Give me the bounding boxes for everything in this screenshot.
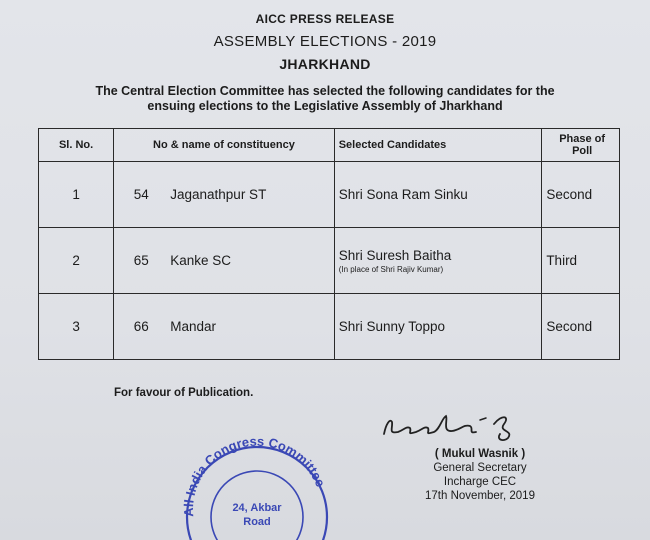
candidate-name: Shri Suresh Baitha bbox=[338, 247, 452, 263]
header-phase-line1: Phase of bbox=[559, 133, 606, 145]
publication-note: For favour of Publication. bbox=[114, 387, 254, 399]
candidate-name: Shri Sona Ram Sinku bbox=[338, 187, 468, 202]
intro-line-2: ensuing elections to the Legislative Assembly of Jharkhand bbox=[147, 99, 503, 113]
seal-address-line2: Road bbox=[243, 516, 271, 528]
candidates-table bbox=[38, 128, 620, 360]
table-header-row bbox=[39, 129, 620, 162]
election-title: ASSEMBLY ELECTIONS - 2019 bbox=[213, 33, 437, 50]
state-title: JHARKHAND bbox=[279, 56, 371, 72]
header-sl-no: Sl. No. bbox=[39, 129, 114, 162]
row-phase: Third bbox=[542, 228, 620, 294]
row-candidate bbox=[334, 228, 542, 294]
seal-ring-text: All India Congress Committee bbox=[180, 433, 329, 518]
table-row bbox=[39, 228, 620, 294]
row-constituency-no: 66 bbox=[114, 294, 169, 360]
signatory-block bbox=[410, 447, 550, 503]
signatory-title: General Secretary bbox=[433, 462, 527, 474]
row-phase: Second bbox=[542, 162, 620, 228]
row-phase: Second bbox=[542, 294, 620, 360]
row-constituency-no: 54 bbox=[114, 162, 169, 228]
table-row bbox=[39, 162, 620, 228]
candidate-note: (In place of Shri Rajiv Kumar) bbox=[338, 264, 444, 274]
row-constituency-name: Mandar bbox=[168, 294, 334, 360]
signature-image bbox=[376, 404, 556, 446]
intro-text bbox=[0, 84, 650, 114]
row-constituency-name: Jaganathpur ST bbox=[168, 162, 334, 228]
release-date: 17th November, 2019 bbox=[425, 490, 535, 502]
congress-seal bbox=[170, 425, 330, 540]
intro-line-1: The Central Election Committee has selected the following candidates for the bbox=[95, 84, 555, 98]
header-phase-line2: Poll bbox=[572, 145, 593, 157]
header-constituency: No & name of constituency bbox=[114, 129, 335, 162]
table-row bbox=[39, 294, 620, 360]
release-label: AICC PRESS RELEASE bbox=[255, 12, 395, 26]
row-constituency-no: 65 bbox=[114, 228, 169, 294]
row-sl: 2 bbox=[39, 228, 114, 294]
seal-address-line1: 24, Akbar bbox=[232, 502, 282, 514]
signatory-role: Incharge CEC bbox=[443, 476, 517, 488]
row-sl: 3 bbox=[39, 294, 114, 360]
row-candidate bbox=[334, 162, 542, 228]
header-candidates: Selected Candidates bbox=[334, 129, 542, 162]
row-candidate bbox=[334, 294, 542, 360]
header-phase bbox=[542, 129, 620, 162]
candidate-name: Shri Sunny Toppo bbox=[338, 319, 446, 334]
row-sl: 1 bbox=[39, 162, 114, 228]
signatory-name: ( Mukul Wasnik ) bbox=[434, 448, 526, 460]
row-constituency-name: Kanke SC bbox=[168, 228, 334, 294]
